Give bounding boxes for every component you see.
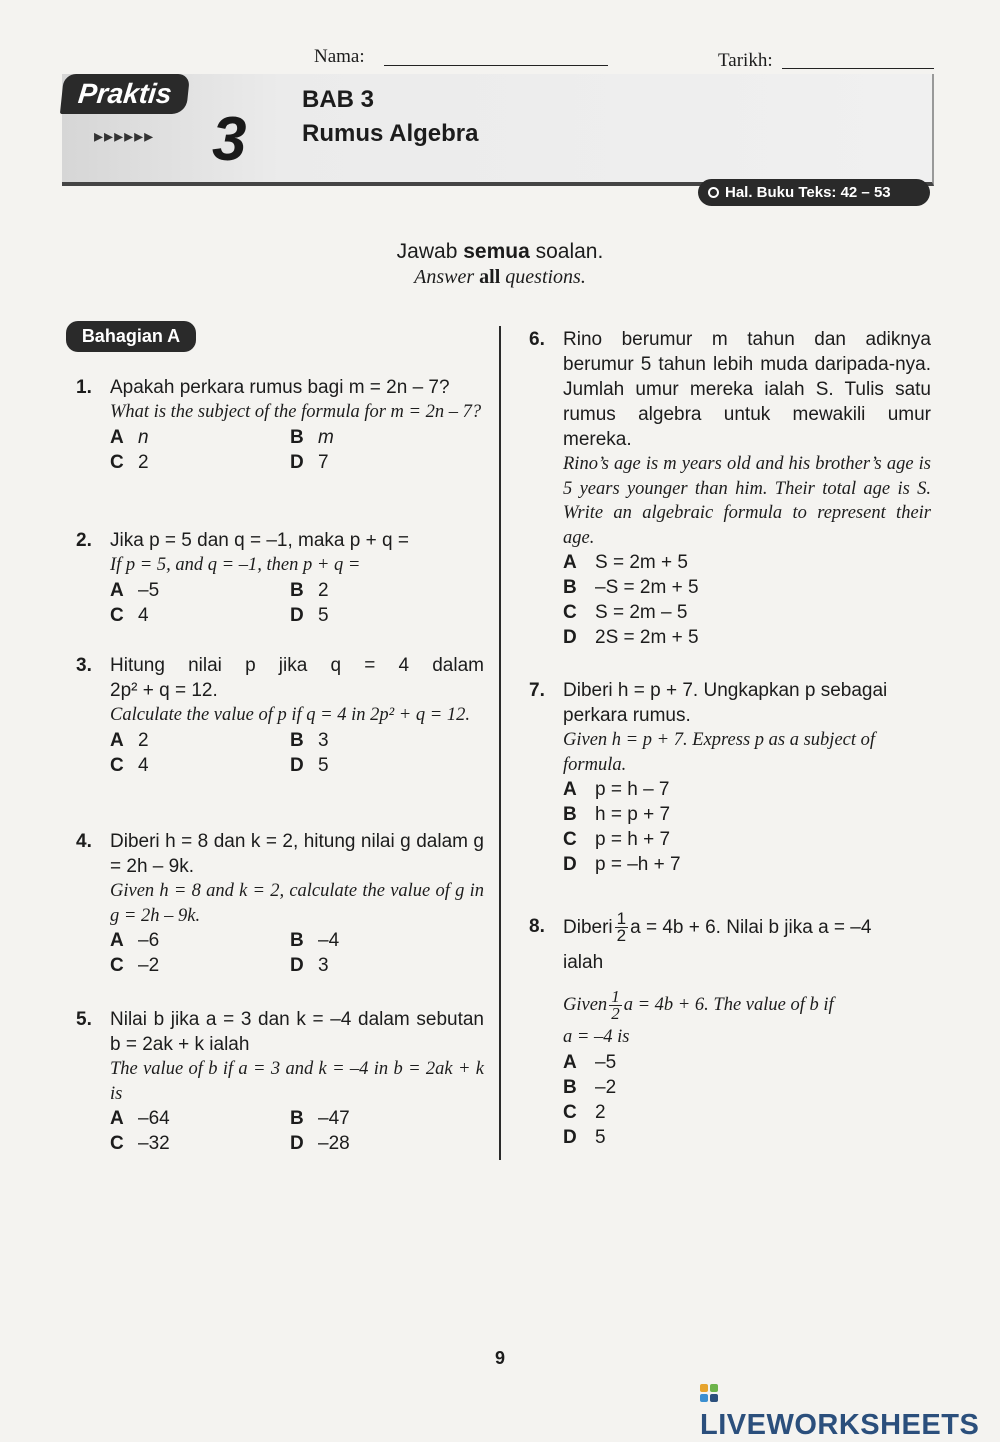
question-1: 1. Apakah perkara rumus bagi m = 2n – 7? What is the subject of the formula for m = 2n – 7? A n B m C 2 D 7 <box>76 375 484 475</box>
option-d[interactable]: D p = –h + 7 <box>563 854 681 875</box>
option-c[interactable]: C –32 <box>110 1133 170 1154</box>
question-6-english: Rino’s age is m years old and his brother’s age is 5 years younger than him. Their total age is S. Write an algebraic formula to represent their age. <box>563 454 931 548</box>
question-8-english-line2: a = –4 is <box>563 1027 630 1047</box>
option-b[interactable]: B m <box>290 426 334 448</box>
instruction-malay: Jawab semua soalan. <box>396 240 604 263</box>
question-8-malay: Diberi $\frac{1}{2}$ a = 4b + 6. Nilai b jika a = –4 <box>563 908 872 945</box>
question-8-options <box>563 1050 931 1150</box>
watermark: LIVEWORKSHEETS <box>700 1376 1000 1442</box>
option-b[interactable]: B –47 <box>290 1108 350 1129</box>
option-c[interactable]: C 4 <box>110 604 149 626</box>
question-7: 7. Diberi h = p + 7. Ungkapkan p sebagai perkara rumus. Given h = p + 7. Express p as a subject of formula. A p = h – 7 B h = p + 7 C p = h + 7 D p = –h + 7 <box>529 678 931 877</box>
question-8-malay-line2: ialah <box>563 952 604 973</box>
fraction: $\frac{1}{2}$ <box>611 986 620 1023</box>
option-b[interactable]: B –4 <box>290 930 340 951</box>
question-7-malay: Diberi h = p + 7. Ungkapkan p sebagai perkara rumus. <box>563 680 888 726</box>
question-4-options <box>110 928 484 978</box>
praktis-badge: Praktis <box>60 74 190 114</box>
textbook-pages-badge <box>698 179 930 206</box>
question-2-english: If p = 5, and q = –1, then p + q = <box>110 555 361 575</box>
question-2-options <box>110 578 484 628</box>
name-label: Nama: <box>314 46 365 67</box>
question-2: 2. Jika p = 5 dan q = –1, maka p + q = If p = 5, and q = –1, then p + q = A –5 B 2 C 4 D 5 <box>76 528 484 628</box>
option-a[interactable]: A –5 <box>563 1051 617 1073</box>
chapter-number: 3 <box>212 105 247 174</box>
question-2-malay: Jika p = 5 dan q = –1, maka p + q = <box>110 530 409 551</box>
option-c[interactable]: C p = h + 7 <box>563 829 671 850</box>
column-divider <box>499 326 501 1160</box>
bullet-icon <box>708 187 719 198</box>
date-field[interactable] <box>782 67 934 69</box>
question-5: 5. Nilai b jika a = 3 dan k = –4 dalam sebutan b = 2ak + k ialah The value of b if a = 3 and k = –4 in b = 2ak + k is A –64 B –47 C –32 D –28 <box>76 1009 484 1154</box>
question-1-malay: Apakah perkara rumus bagi m = 2n – 7? <box>110 377 450 398</box>
option-c[interactable]: C 4 <box>110 754 149 776</box>
option-b[interactable]: B 3 <box>290 729 329 751</box>
option-c[interactable]: C 2 <box>110 451 149 473</box>
chapter-label: BAB 3 <box>302 86 375 113</box>
option-b[interactable]: B 2 <box>290 579 329 601</box>
option-b[interactable]: B –S = 2m + 5 <box>563 577 699 598</box>
date-label: Tarikh: <box>718 50 773 71</box>
question-7-options <box>563 777 931 877</box>
question-5-english: The value of b if a = 3 and k = –4 in b = 2ak + k is <box>110 1059 484 1104</box>
question-3-english: Calculate the value of p if q = 4 in 2p² + q = 12. <box>110 705 471 725</box>
question-8: 8. Diberi $\frac{1}{2}$ a = 4b + 6. Nilai b jika a = –4 ialah Given $\frac{1}{2}$ a = 4b + 6. The value of b if a = –4 is A –5 B –2 C 2 D 5 <box>529 908 931 1150</box>
option-d[interactable]: D 2S = 2m + 5 <box>563 627 699 648</box>
question-3-malay-line1: Hitung nilai p jika q = 4 dalam <box>110 655 484 676</box>
option-d[interactable]: D 3 <box>290 955 329 976</box>
option-a[interactable]: A p = h – 7 <box>563 779 670 800</box>
option-c[interactable]: C S = 2m – 5 <box>563 602 688 623</box>
question-1-english: What is the subject of the formula for m = 2n – 7? <box>110 402 482 422</box>
chapter-banner <box>62 74 934 186</box>
textbook-pages-text: Hal. Buku Teks: 42 – 53 <box>725 184 891 201</box>
question-5-options <box>110 1106 484 1156</box>
question-8-english: Given $\frac{1}{2}$ a = 4b + 6. The value of b if <box>563 986 834 1023</box>
question-4-malay: Diberi h = 8 dan k = 2, hitung nilai g dalam g = 2h – 9k. <box>110 831 484 877</box>
option-a[interactable]: A –5 <box>110 579 160 601</box>
page-number: 9 <box>494 1348 505 1368</box>
option-a[interactable]: A –64 <box>110 1108 170 1129</box>
option-d[interactable]: D 5 <box>290 754 329 776</box>
question-5-malay: Nilai b jika a = 3 dan k = –4 dalam sebutan b = 2ak + k ialah <box>110 1009 484 1055</box>
name-field[interactable] <box>384 64 608 66</box>
option-a[interactable]: A S = 2m + 5 <box>563 552 688 573</box>
option-d[interactable]: D 5 <box>290 604 329 626</box>
question-7-english: Given h = p + 7. Express p as a subject of formula. <box>563 730 876 775</box>
question-1-options <box>110 425 484 475</box>
instruction-english: Answer all questions. <box>414 266 586 288</box>
option-b[interactable]: B –2 <box>563 1076 617 1098</box>
chapter-title: Rumus Algebra <box>302 120 479 147</box>
option-a[interactable]: A n <box>110 426 149 448</box>
question-3: 3. Hitung nilai p jika q = 4 dalam 2p² + q = 12. Calculate the value of p if q = 4 in 2p² + q = 12. A 2 B 3 C 4 D 5 <box>76 655 484 776</box>
option-d[interactable]: D 5 <box>563 1126 606 1148</box>
question-6-malay: Rino berumur m tahun dan adiknya berumur 5 tahun lebih muda daripada-nya. Jumlah umur mereka ialah S. Tulis satu rumus algebra untuk mewakili umur mereka. <box>563 329 931 450</box>
option-a[interactable]: A 2 <box>110 729 149 751</box>
option-d[interactable]: D 7 <box>290 451 329 473</box>
question-6: 6. Rino berumur m tahun dan adiknya berumur 5 tahun lebih muda daripada-nya. Jumlah umur mereka ialah S. Tulis satu rumus algebra untuk mewakili umur mereka. Rino’s age is m years old and his brother’s age is 5 years younger than him. Their total age is S. Write an algebraic formula to represent their age. A S = 2m + 5 B –S = 2m + 5 C S = 2m – 5 D 2S = 2m + 5 <box>529 329 931 648</box>
question-6-options <box>563 550 931 650</box>
arrows-icon: ▸▸▸▸▸▸ <box>94 126 155 146</box>
liveworksheets-icon <box>700 1384 718 1402</box>
question-4: 4. Diberi h = 8 dan k = 2, hitung nilai g dalam g = 2h – 9k. Given h = 8 and k = 2, calculate the value of g in g = 2h – 9k. A –6 B –4 C –2 D 3 <box>76 831 484 976</box>
question-3-malay-line2: 2p² + q = 12. <box>110 680 218 701</box>
option-c[interactable]: C 2 <box>563 1101 606 1123</box>
fraction: $\frac{1}{2}$ <box>616 908 627 945</box>
option-b[interactable]: B h = p + 7 <box>563 804 671 825</box>
option-d[interactable]: D –28 <box>290 1133 350 1154</box>
option-a[interactable]: A –6 <box>110 930 160 951</box>
question-4-english: Given h = 8 and k = 2, calculate the value of g in g = 2h – 9k. <box>110 881 484 926</box>
option-c[interactable]: C –2 <box>110 955 160 976</box>
section-label: Bahagian A <box>66 321 196 352</box>
question-3-options <box>110 728 484 778</box>
